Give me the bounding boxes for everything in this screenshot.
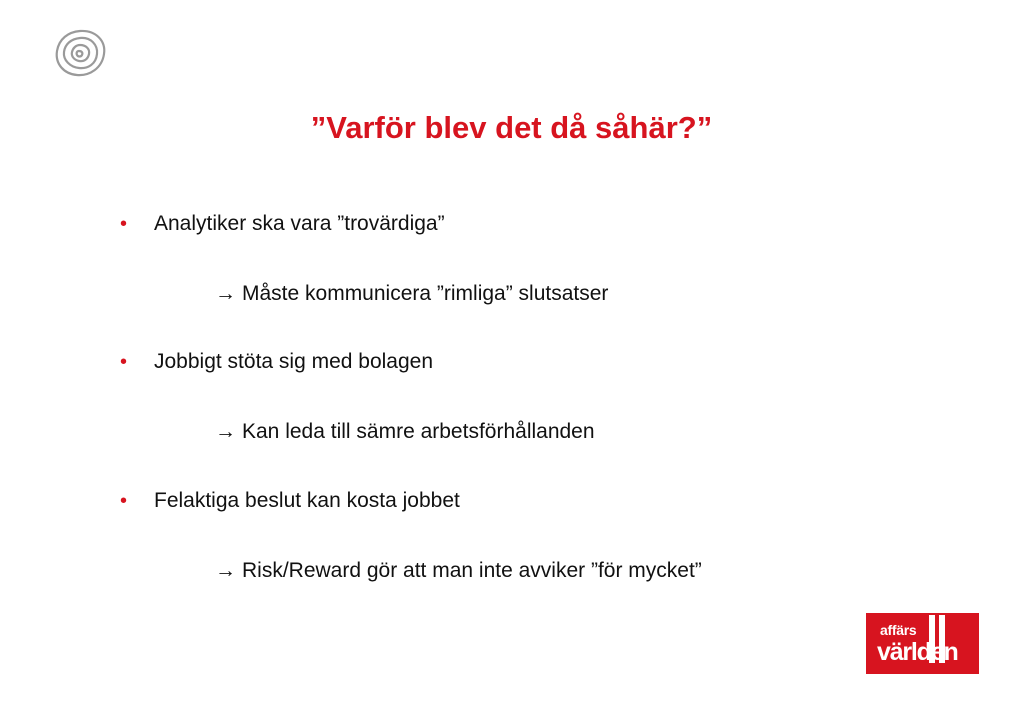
bullet-1-subpoint-text: Måste kommunicera ”rimliga” slutsatser [242,282,609,305]
arrow-right-icon: → [215,420,236,443]
affarsvarlden-logo [866,613,979,674]
bullet-3-subpoint [215,558,702,583]
bullet-2-text: Jobbigt stöta sig med bolagen [154,350,434,373]
swirl-logo-icon [52,27,108,79]
arrow-right-icon: → [215,559,236,582]
bullet-1-text: Analytiker ska vara ”trovärdiga” [154,212,445,235]
logo-text-small: affärs [880,622,917,638]
bullet-dot: • [120,213,128,235]
bullet-3-subpoint-text: Risk/Reward gör att man inte avviker ”för mycket” [242,559,702,582]
bullet-3-text: Felaktiga beslut kan kosta jobbet [154,489,460,512]
bullet-dot: • [120,351,128,373]
arrow-right-icon: → [215,282,236,305]
bullet-2-subpoint [215,419,595,444]
bullet-2-subpoint-text: Kan leda till sämre arbetsförhållanden [242,420,595,443]
bullet-1-subpoint [215,281,608,306]
bullet-dot: • [120,490,128,512]
slide-title: ”Varför blev det då såhär?” [310,110,713,145]
logo-text-large: världen [877,638,958,666]
